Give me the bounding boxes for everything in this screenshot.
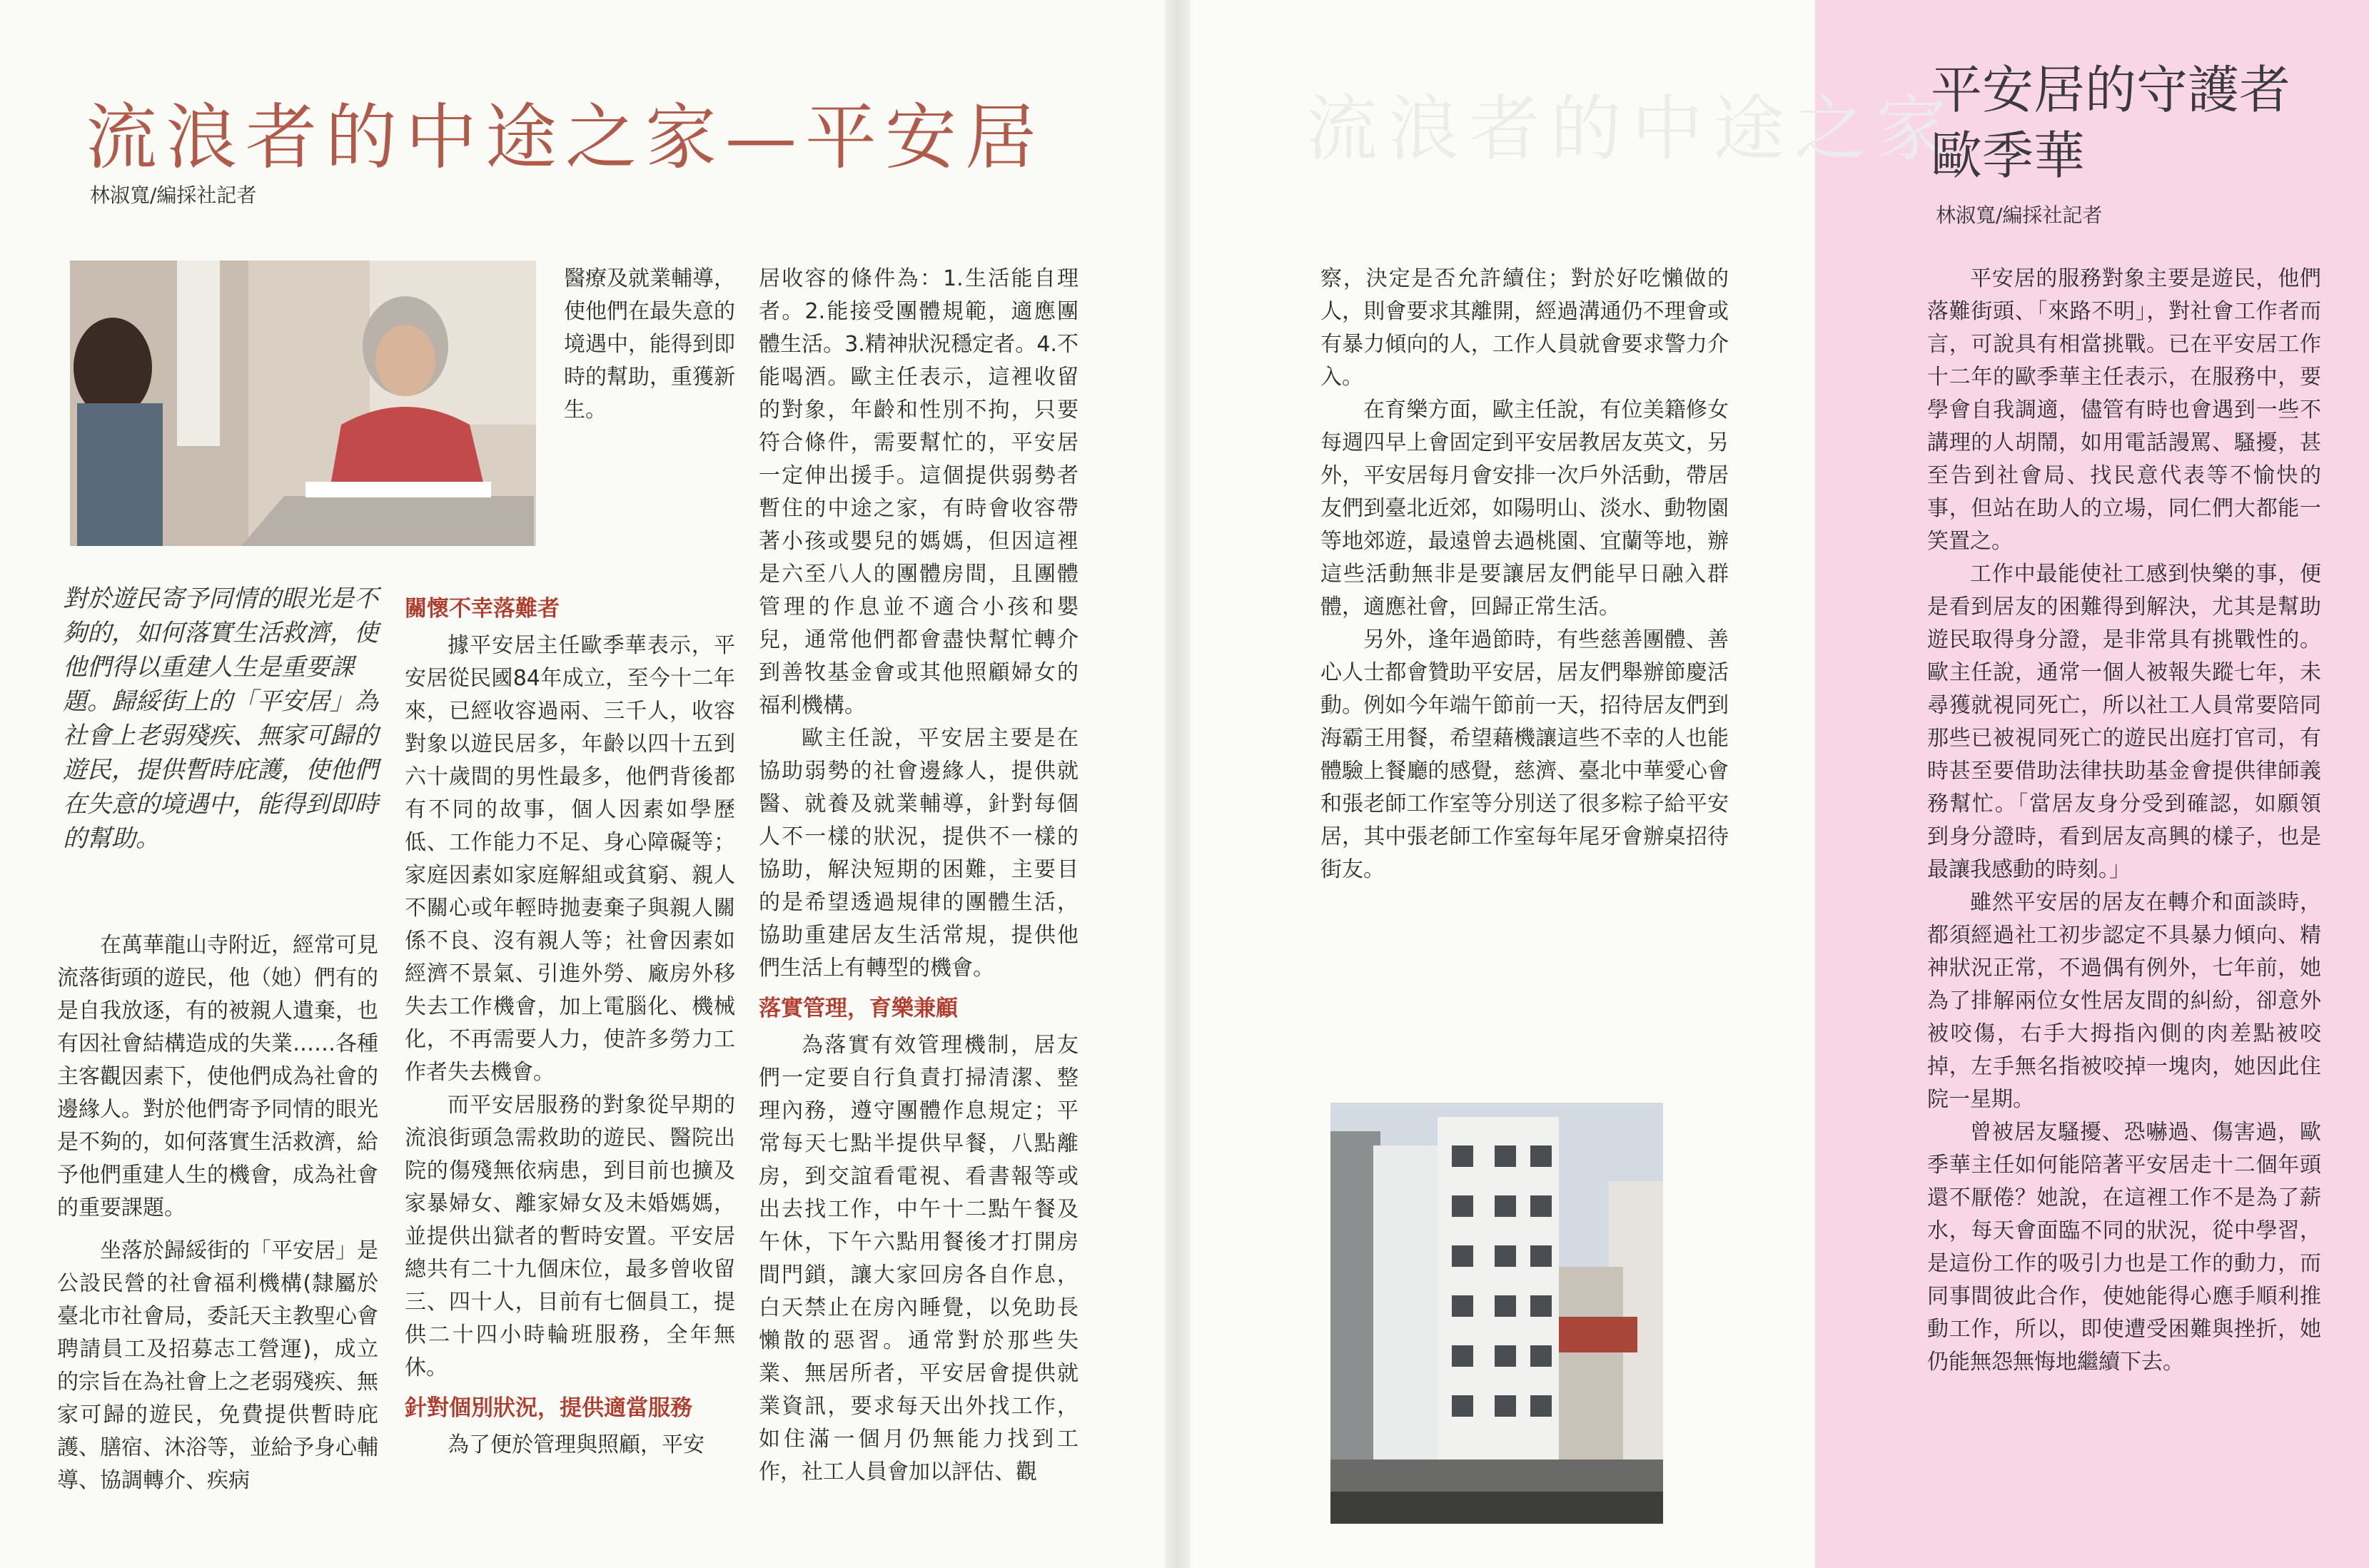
sidebar-title: [1931, 57, 2290, 188]
left-column-3: [759, 263, 1079, 1489]
paragraph: 在萬華龍山寺附近，經常可見流落街頭的遊民，他（她）們有的是自我放逐，有的被親人遺棄，也有因社會結構造成的失業……各種主客觀因素下，使他們成為社會的邊緣人。對於他們寄予同情的眼光是不夠的，如何落實生活救濟，給予他們重建人生的機會，成為社會的重要課題。: [57, 933, 378, 1220]
paragraph: 坐落於歸綏街的「平安居」是公設民營的社會福利機構(隸屬於臺北市社會局，委託天主教聖心會聘請員工及招募志工營運)，成立的宗旨在為社會上之老弱殘疾、無家可歸的遊民，免費提供暫時庇護、膳宿、沐浴等，並給予身心輔導、協調轉介、疾病: [57, 1238, 378, 1493]
photo-pinganju-building: [1330, 1103, 1663, 1524]
article-lead-paragraph: 對於遊民寄予同情的眼光是不夠的，如何落實生活救濟，使他們得以重建人生是重要課題。歸綏街上的「平安居」為社會上老弱殘疾、無家可歸的遊民，提供暫時庇護，使他們在失意的境遇中，能得到即時的幫助。: [63, 585, 378, 853]
section-heading: 針對個別狀況，提供適當服務: [405, 1395, 692, 1421]
paragraph: 為了便於管理與照顧，平安: [448, 1432, 704, 1457]
paragraph: 據平安居主任歐季華表示，平安居從民國84年成立，至今十二年來，已經收容過兩、三千人，收容對象以遊民居多，年齡以四十五到六十歲間的男性最多，他們背後都有不同的故事，個人因素如學歷低、工作能力不足、身心障礙等；家庭因素如家庭解組或貧窮、親人不關心或年輕時拋妻棄子與親人關係不良、沒有親人等；社會因素如經濟不景氣、引進外勞、廠房外移失去工作機會，加上電腦化、機械化，不再需要人力，使許多勞力工作者失去機會。: [405, 633, 735, 1085]
sidebar-column: [1927, 263, 2321, 1379]
sidebar-byline: 林淑寬/編採社記者: [1936, 203, 2103, 227]
left-column-2-top: [564, 263, 735, 427]
sidebar-title-line-1: 平安居的守護者: [1931, 60, 2291, 120]
photo-volunteer-with-elder: [70, 261, 536, 546]
paragraph: 歐主任說，平安居主要是在協助弱勢的社會邊緣人，提供就醫、就養及就業輔導，針對每個人不一樣的狀況，提供不一樣的協助，解決短期的困難，主要目的是希望透過規律的團體生活，協助重建居友生活常規，提供他們生活上有轉型的機會。: [759, 726, 1079, 981]
paragraph: 曾被居友騷擾、恐嚇過、傷害過，歐季華主任如何能陪著平安居走十二個年頭還不厭倦？她說，在這裡工作不是為了薪水，每天會面臨不同的狀況，從中學習，是這份工作的吸引力也是工作的動力，而同事間彼此合作，使她能得心應手順利推動工作，所以，即使遭受困難與挫折，她仍能無怨無悔地繼續下去。: [1927, 1120, 2321, 1375]
left-column-2: [405, 585, 735, 1462]
paragraph: 雖然平安居的居友在轉介和面談時，都須經過社工初步認定不具暴力傾向、精神狀況正常，不過偶有例外，七年前，她為了排解兩位女性居友間的糾紛，卻意外被咬傷，右手大拇指內側的肉差點被咬掉，左手無名指被咬掉一塊肉，她因此住院一星期。: [1927, 890, 2321, 1112]
book-gutter: [1165, 0, 1191, 1568]
paragraph: 在育樂方面，歐主任說，有位美籍修女每週四早上會固定到平安居教居友英文，另外，平安居每月會安排一次戶外活動，帶居友們到臺北近郊，如陽明山、淡水、動物園等地郊遊，最遠曾去過桃園、宜蘭等地，辦這些活動無非是要讓居友們能早日融入群體，適應社會，回歸正常生活。: [1320, 398, 1729, 619]
right-column-1: [1320, 263, 1729, 886]
paragraph: 居收容的條件為：1.生活能自理者。2.能接受團體規範，適應團體生活。3.精神狀況穩定者。4.不能喝酒。歐主任表示，這裡收留的對象，年齡和性別不拘，只要符合條件，需要幫忙的，平安居一定伸出援手。這個提供弱勢者暫住的中途之家，有時會收容帶著小孩或嬰兒的媽媽，但因這裡是六至八人的團體房間，且團體管理的作息並不適合小孩和嬰兒，通常他們都會盡快幫忙轉介到善牧基金會或其他照顧婦女的福利機構。: [759, 266, 1079, 718]
article-byline: 林淑寬/編採社記者: [90, 183, 257, 207]
article-title: 流浪者的中途之家—平安居: [86, 96, 1045, 179]
sidebar-title-line-2: 歐季華: [1931, 126, 2086, 186]
section-heading: 落實管理，育樂兼顧: [759, 996, 958, 1021]
paragraph: 為落實有效管理機制，居友們一定要自行負責打掃清潔、整理內務，遵守團體作息規定；平常每天七點半提供早餐，八點離房，到交誼看電視、看書報等或出去找工作，中午十二點午餐及午休，下午六點用餐後才打開房間門鎖，讓大家回房各自作息，白天禁止在房內睡覺，以免助長懶散的惡習。通常對於那些失業、無居所者，平安居會提供就業資訊，要求每天出外找工作，如住滿一個月仍無能力找到工作，社工人員會加以評估、觀: [759, 1033, 1079, 1484]
paragraph: 察，決定是否允許續住；對於好吃懶做的人，則會要求其離開，經過溝通仍不理會或有暴力傾向的人，工作人員就會要求警力介入。: [1320, 266, 1729, 390]
paragraph: 另外，逢年過節時，有些慈善團體、善心人士都會贊助平安居，居友們舉辦節慶活動。例如今年端午節前一天，招待居友們到海霸王用餐，希望藉機讓這些不幸的人也能體驗上餐廳的感覺，慈濟、臺北中華愛心會和張老師工作室等分別送了很多粽子給平安居，其中張老師工作室每年尾牙會辦桌招待街友。: [1320, 627, 1729, 882]
ghost-title-showthrough: 流浪者的中途之家: [1306, 87, 1957, 171]
section-heading: 關懷不幸落難者: [405, 596, 560, 622]
paragraph: 醫療及就業輔導，使他們在最失意的境遇中，能得到即時的幫助，重獲新生。: [564, 266, 735, 423]
paragraph: 而平安居服務的對象從早期的流浪街頭急需救助的遊民、醫院出院的傷殘無依病患，到目前也擴及家暴婦女、離家婦女及未婚媽媽，並提供出獄者的暫時安置。平安居總共有二十九個床位，最多曾收留三、四十人，目前有七個員工，提供二十四小時輪班服務，全年無休。: [405, 1093, 735, 1380]
paragraph: 工作中最能使社工感到快樂的事，便是看到居友的困難得到解決，尤其是幫助遊民取得身分證，是非常具有挑戰性的。歐主任說，通常一個人被報失蹤七年，未尋獲就視同死亡，所以社工人員常要陪同那些已被視同死亡的遊民出庭打官司，有時甚至要借助法律扶助基金會提供律師義務幫忙。「當居友身分受到確認，如願領到身分證時，看到居友高興的樣子，也是最讓我感動的時刻。」: [1927, 562, 2321, 882]
paragraph: 平安居的服務對象主要是遊民，他們落難街頭、「來路不明」，對社會工作者而言，可說具有相當挑戰。已在平安居工作十二年的歐季華主任表示，在服務中，要學會自我調適，儘管有時也會遇到一些不講理的人胡鬧，如用電話謾罵、騷擾，甚至告到社會局、找民意代表等不愉快的事，但站在助人的立場，同仁們大都能一笑置之。: [1927, 266, 2321, 554]
left-column-1: [57, 929, 378, 1497]
